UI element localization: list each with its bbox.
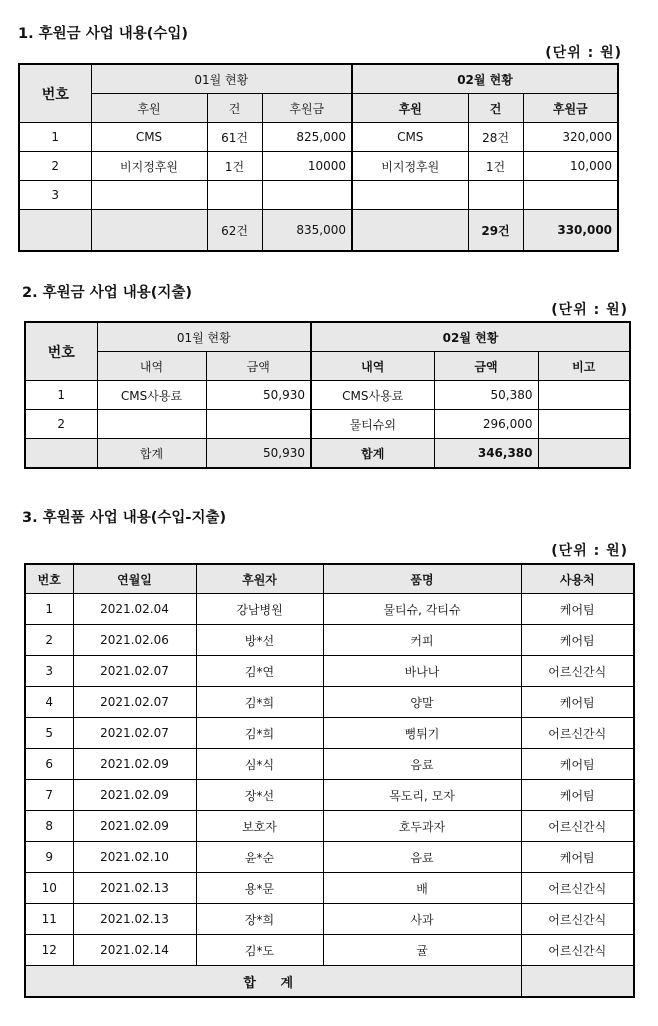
note <box>538 381 630 410</box>
row-donor: 심*식 <box>196 749 323 780</box>
goods-item-header: 품명 <box>323 564 521 594</box>
goods-total-value <box>521 966 634 998</box>
goods-no-header: 번호 <box>25 564 73 594</box>
row-no: 1 <box>25 381 97 410</box>
income-jan-count-header: 건 <box>207 94 262 123</box>
expense-no-header: 번호 <box>25 322 97 381</box>
row-place: 케어팀 <box>521 625 634 656</box>
feb-amount: 50,380 <box>434 381 538 410</box>
jan-amount: 10000 <box>262 152 352 181</box>
total-note-cell <box>538 439 630 469</box>
income-jan-header: 01월 현황 <box>91 64 352 94</box>
total-feb-donor-cell <box>352 210 468 252</box>
row-item: 배 <box>323 873 521 904</box>
row-place: 어르신간식 <box>521 935 634 966</box>
row-no: 9 <box>25 842 73 873</box>
row-date: 2021.02.06 <box>73 625 196 656</box>
table-row <box>25 687 634 718</box>
jan-amount: 50,930 <box>206 381 311 410</box>
jan-count: 61건 <box>207 123 262 152</box>
row-date: 2021.02.07 <box>73 656 196 687</box>
row-item: 양말 <box>323 687 521 718</box>
row-no: 7 <box>25 780 73 811</box>
feb-amount: 10,000 <box>523 152 618 181</box>
total-no-cell <box>19 210 91 252</box>
row-place: 케어팀 <box>521 749 634 780</box>
income-table <box>18 63 619 252</box>
total-feb-amount: 346,380 <box>434 439 538 469</box>
row-donor: 강남병원 <box>196 594 323 625</box>
row-date: 2021.02.10 <box>73 842 196 873</box>
goods-date-header: 연월일 <box>73 564 196 594</box>
row-date: 2021.02.04 <box>73 594 196 625</box>
section2-title: 2. 후원금 사업 내용(지출) <box>22 285 193 301</box>
row-date: 2021.02.09 <box>73 749 196 780</box>
table-row <box>25 656 634 687</box>
jan-amount: 825,000 <box>262 123 352 152</box>
jan-amount <box>262 181 352 210</box>
jan-item <box>97 410 206 439</box>
row-item: 호두과자 <box>323 811 521 842</box>
row-no: 3 <box>19 181 91 210</box>
row-item: 목도리, 모자 <box>323 780 521 811</box>
total-feb-amount: 330,000 <box>523 210 618 252</box>
row-donor: 방*선 <box>196 625 323 656</box>
table-row <box>25 904 634 935</box>
expense-jan-item-header: 내역 <box>97 352 206 381</box>
table-row <box>19 181 618 210</box>
row-no: 2 <box>19 152 91 181</box>
table-row <box>25 594 634 625</box>
row-item: 귤 <box>323 935 521 966</box>
section1-unit-label: (단위 : 원) <box>545 45 622 61</box>
feb-item: CMS사용료 <box>311 381 434 410</box>
row-date: 2021.02.13 <box>73 873 196 904</box>
feb-count: 28건 <box>468 123 523 152</box>
total-row <box>19 210 618 252</box>
income-no-header: 번호 <box>19 64 91 123</box>
row-no: 12 <box>25 935 73 966</box>
row-no: 10 <box>25 873 73 904</box>
row-place: 어르신간식 <box>521 656 634 687</box>
row-no: 1 <box>25 594 73 625</box>
total-jan-label: 합계 <box>97 439 206 469</box>
row-donor: 장*희 <box>196 904 323 935</box>
jan-count: 1건 <box>207 152 262 181</box>
jan-donor: CMS <box>91 123 207 152</box>
income-jan-amount-header: 후원금 <box>262 94 352 123</box>
row-no: 3 <box>25 656 73 687</box>
expense-note-header: 비고 <box>538 352 630 381</box>
row-donor: 윤*순 <box>196 842 323 873</box>
row-donor: 장*선 <box>196 780 323 811</box>
feb-donor <box>352 181 468 210</box>
table-row <box>25 811 634 842</box>
table-row <box>25 935 634 966</box>
row-place: 어르신간식 <box>521 811 634 842</box>
note <box>538 410 630 439</box>
total-feb-label: 합계 <box>311 439 434 469</box>
table-row <box>25 381 630 410</box>
row-donor: 보호자 <box>196 811 323 842</box>
total-jan-count: 62건 <box>207 210 262 252</box>
feb-amount: 296,000 <box>434 410 538 439</box>
row-item: 물티슈, 각티슈 <box>323 594 521 625</box>
total-jan-amount: 50,930 <box>206 439 311 469</box>
row-donor: 김*희 <box>196 687 323 718</box>
row-place: 케어팀 <box>521 780 634 811</box>
expense-feb-item-header: 내역 <box>311 352 434 381</box>
table-row <box>25 410 630 439</box>
jan-amount <box>206 410 311 439</box>
row-date: 2021.02.09 <box>73 811 196 842</box>
jan-donor <box>91 181 207 210</box>
row-item: 사과 <box>323 904 521 935</box>
row-no: 6 <box>25 749 73 780</box>
row-date: 2021.02.07 <box>73 687 196 718</box>
row-place: 케어팀 <box>521 594 634 625</box>
income-feb-count-header: 건 <box>468 94 523 123</box>
expense-table <box>24 321 631 469</box>
row-place: 케어팀 <box>521 687 634 718</box>
feb-donor: 비지정후원 <box>352 152 468 181</box>
total-jan-amount: 835,000 <box>262 210 352 252</box>
row-date: 2021.02.09 <box>73 780 196 811</box>
row-date: 2021.02.07 <box>73 718 196 749</box>
feb-count: 1건 <box>468 152 523 181</box>
table-row <box>25 625 634 656</box>
feb-item: 물티슈외 <box>311 410 434 439</box>
row-no: 8 <box>25 811 73 842</box>
row-item: 뻥튀기 <box>323 718 521 749</box>
row-item: 바나나 <box>323 656 521 687</box>
section1-title: 1. 후원금 사업 내용(수입) <box>18 26 189 42</box>
table-row <box>25 780 634 811</box>
expense-jan-header: 01월 현황 <box>97 322 311 352</box>
row-donor: 김*희 <box>196 718 323 749</box>
income-feb-header: 02월 현황 <box>352 64 618 94</box>
income-jan-donor-header: 후원 <box>91 94 207 123</box>
table-row <box>25 842 634 873</box>
row-donor: 용*문 <box>196 873 323 904</box>
jan-donor: 비지정후원 <box>91 152 207 181</box>
row-date: 2021.02.14 <box>73 935 196 966</box>
table-row <box>19 152 618 181</box>
total-feb-count: 29건 <box>468 210 523 252</box>
row-no: 5 <box>25 718 73 749</box>
expense-feb-amount-header: 금액 <box>434 352 538 381</box>
feb-amount <box>523 181 618 210</box>
row-place: 어르신간식 <box>521 718 634 749</box>
section2-unit-label: (단위 : 원) <box>551 302 628 318</box>
goods-donor-header: 후원자 <box>196 564 323 594</box>
total-no-cell <box>25 439 97 469</box>
row-no: 2 <box>25 410 97 439</box>
expense-feb-header: 02월 현황 <box>311 322 630 352</box>
table-row <box>25 749 634 780</box>
section3-unit-label: (단위 : 원) <box>551 543 628 559</box>
total-jan-donor-cell <box>91 210 207 252</box>
row-place: 어르신간식 <box>521 873 634 904</box>
income-feb-donor-header: 후원 <box>352 94 468 123</box>
total-row <box>25 966 634 998</box>
row-donor: 김*도 <box>196 935 323 966</box>
jan-item: CMS사용료 <box>97 381 206 410</box>
section3-title: 3. 후원품 사업 내용(수입-지출) <box>22 510 227 526</box>
total-row <box>25 439 630 469</box>
row-item: 커피 <box>323 625 521 656</box>
table-row <box>25 873 634 904</box>
row-place: 케어팀 <box>521 842 634 873</box>
goods-place-header: 사용처 <box>521 564 634 594</box>
row-item: 음료 <box>323 749 521 780</box>
feb-count <box>468 181 523 210</box>
feb-amount: 320,000 <box>523 123 618 152</box>
row-date: 2021.02.13 <box>73 904 196 935</box>
table-row <box>19 123 618 152</box>
row-item: 음료 <box>323 842 521 873</box>
table-row <box>25 718 634 749</box>
row-no: 2 <box>25 625 73 656</box>
row-no: 11 <box>25 904 73 935</box>
jan-count <box>207 181 262 210</box>
row-no: 4 <box>25 687 73 718</box>
row-no: 1 <box>19 123 91 152</box>
feb-donor: CMS <box>352 123 468 152</box>
row-place: 어르신간식 <box>521 904 634 935</box>
goods-total-label: 합 계 <box>25 966 521 998</box>
expense-jan-amount-header: 금액 <box>206 352 311 381</box>
income-feb-amount-header: 후원금 <box>523 94 618 123</box>
goods-table <box>24 563 635 998</box>
row-donor: 김*연 <box>196 656 323 687</box>
